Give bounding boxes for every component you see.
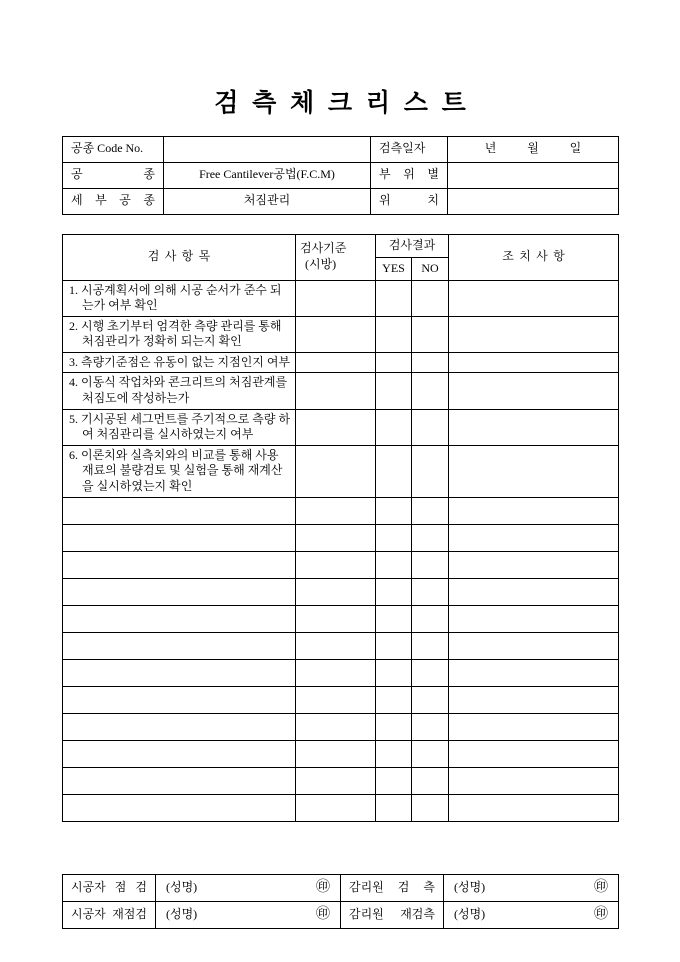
no-cell bbox=[412, 445, 449, 497]
empty-cell bbox=[63, 632, 296, 659]
empty-row bbox=[63, 578, 619, 605]
empty-cell bbox=[296, 740, 376, 767]
checklist-row bbox=[63, 409, 619, 445]
sign-name-cell bbox=[156, 874, 341, 901]
checklist-item-text: 2. 시행 초기부터 엄격한 측량 관리를 통해 처짐관리가 정확히 되는지 확인 bbox=[69, 318, 282, 349]
empty-cell bbox=[376, 632, 412, 659]
checklist-row bbox=[63, 373, 619, 409]
criteria-label-line1: 검사기준 bbox=[300, 241, 347, 256]
empty-cell bbox=[412, 713, 449, 740]
empty-row bbox=[63, 713, 619, 740]
empty-cell bbox=[449, 686, 619, 713]
seal-icon: ㊞ bbox=[594, 879, 608, 895]
info-value-detail-work: 처짐관리 bbox=[164, 188, 371, 214]
empty-cell bbox=[63, 605, 296, 632]
checklist-row bbox=[63, 316, 619, 352]
seal-icon: ㊞ bbox=[594, 906, 608, 922]
page-title: 검측체크리스트 bbox=[214, 90, 480, 117]
seal-icon: ㊞ bbox=[316, 906, 330, 922]
column-header-yes: YES bbox=[376, 257, 412, 280]
empty-cell bbox=[412, 524, 449, 551]
empty-row bbox=[63, 767, 619, 794]
no-cell bbox=[412, 316, 449, 352]
date-day-label: 일 bbox=[569, 141, 582, 156]
info-label-inspection-date: 검측일자 bbox=[371, 136, 448, 162]
empty-cell bbox=[376, 497, 412, 524]
empty-cell bbox=[376, 713, 412, 740]
empty-cell bbox=[412, 551, 449, 578]
sign-label-supervisor-recheck: 감리원 재검측 bbox=[341, 901, 444, 928]
date-month-label: 월 bbox=[527, 141, 539, 156]
no-cell bbox=[412, 280, 449, 316]
yes-cell bbox=[376, 409, 412, 445]
checklist-row bbox=[63, 445, 619, 497]
date-year-label: 년 bbox=[484, 141, 497, 156]
empty-cell bbox=[376, 740, 412, 767]
empty-cell bbox=[376, 767, 412, 794]
empty-cell bbox=[63, 551, 296, 578]
empty-cell bbox=[296, 767, 376, 794]
empty-cell bbox=[63, 524, 296, 551]
empty-cell bbox=[63, 686, 296, 713]
column-header-action: 조치사항 bbox=[449, 234, 619, 280]
info-value-part bbox=[448, 162, 619, 188]
empty-cell bbox=[376, 524, 412, 551]
empty-cell bbox=[63, 740, 296, 767]
empty-cell bbox=[449, 632, 619, 659]
signature-table bbox=[62, 874, 619, 929]
name-placeholder: (성명) bbox=[454, 879, 486, 894]
info-row bbox=[63, 188, 619, 214]
empty-cell bbox=[412, 686, 449, 713]
empty-row bbox=[63, 497, 619, 524]
yes-cell bbox=[376, 445, 412, 497]
sign-label-supervisor-check: 감리원 검 측 bbox=[341, 874, 444, 901]
sign-name-cell bbox=[444, 874, 619, 901]
empty-cell bbox=[376, 659, 412, 686]
checklist-item-text: 4. 이동식 작업차와 콘크리트의 처짐관계를 처짐도에 작성하는가 bbox=[69, 375, 288, 406]
empty-cell bbox=[449, 659, 619, 686]
empty-cell bbox=[63, 713, 296, 740]
checklist-item-text: 1. 시공계획서에 의해 시공 순서가 준수 되는가 여부 확인 bbox=[69, 282, 282, 313]
criteria-cell bbox=[296, 409, 376, 445]
empty-cell bbox=[412, 740, 449, 767]
info-row bbox=[63, 136, 619, 162]
empty-cell bbox=[449, 740, 619, 767]
empty-cell bbox=[449, 767, 619, 794]
empty-row bbox=[63, 740, 619, 767]
checklist-item-text: 6. 이론치와 실측치와의 비교를 통해 사용 재료의 불량검토 및 실험을 통해 재계산 을 실시하였는지 확인 bbox=[69, 447, 283, 494]
criteria-cell bbox=[296, 445, 376, 497]
empty-cell bbox=[296, 497, 376, 524]
empty-cell bbox=[412, 632, 449, 659]
empty-cell bbox=[63, 659, 296, 686]
sign-name-cell bbox=[444, 901, 619, 928]
info-label-part: 부 위 별 bbox=[371, 162, 448, 188]
empty-cell bbox=[376, 551, 412, 578]
yes-cell bbox=[376, 352, 412, 373]
info-row bbox=[63, 162, 619, 188]
sign-row bbox=[63, 874, 619, 901]
empty-cell bbox=[296, 578, 376, 605]
sign-name-cell bbox=[156, 901, 341, 928]
info-label-work-type: 공 종 bbox=[63, 162, 164, 188]
empty-cell bbox=[412, 767, 449, 794]
empty-cell bbox=[412, 659, 449, 686]
yes-cell bbox=[376, 373, 412, 409]
empty-cell bbox=[296, 632, 376, 659]
yes-cell bbox=[376, 316, 412, 352]
empty-row bbox=[63, 794, 619, 821]
empty-cell bbox=[296, 686, 376, 713]
checklist-item-text: 3. 측량기준점은 유동이 없는 지점인지 여부 bbox=[69, 354, 291, 369]
empty-row bbox=[63, 686, 619, 713]
action-cell bbox=[449, 409, 619, 445]
info-label-code-no: 공종 Code No. bbox=[63, 136, 164, 162]
empty-row bbox=[63, 659, 619, 686]
empty-row bbox=[63, 632, 619, 659]
empty-cell bbox=[449, 524, 619, 551]
empty-row bbox=[63, 605, 619, 632]
item-cell bbox=[63, 316, 296, 352]
sign-label-contractor-recheck: 시공자 재점검 bbox=[63, 901, 156, 928]
checklist-item-text: 5. 기시공된 세그먼트를 주기적으로 측량 하여 처짐관리를 실시하였는지 여부 bbox=[69, 411, 291, 442]
empty-cell bbox=[376, 578, 412, 605]
empty-cell bbox=[63, 767, 296, 794]
info-value-code-no bbox=[164, 136, 371, 162]
column-header-no: NO bbox=[412, 257, 449, 280]
empty-cell bbox=[296, 794, 376, 821]
empty-row bbox=[63, 551, 619, 578]
column-header-result: 검사결과 bbox=[376, 234, 449, 257]
item-cell bbox=[63, 352, 296, 373]
empty-cell bbox=[412, 578, 449, 605]
column-header-criteria bbox=[296, 234, 376, 280]
empty-cell bbox=[449, 578, 619, 605]
empty-cell bbox=[296, 659, 376, 686]
item-cell bbox=[63, 445, 296, 497]
action-cell bbox=[449, 280, 619, 316]
checklist-row bbox=[63, 352, 619, 373]
empty-row bbox=[63, 524, 619, 551]
empty-cell bbox=[376, 686, 412, 713]
info-value-work-type: Free Cantilever공법(F.C.M) bbox=[164, 162, 371, 188]
empty-cell bbox=[296, 713, 376, 740]
empty-cell bbox=[296, 605, 376, 632]
criteria-label-line2: (시방) bbox=[305, 257, 337, 271]
item-cell bbox=[63, 373, 296, 409]
empty-cell bbox=[449, 497, 619, 524]
info-value-location bbox=[448, 188, 619, 214]
empty-cell bbox=[376, 794, 412, 821]
name-placeholder: (성명) bbox=[166, 906, 198, 921]
info-table bbox=[62, 136, 619, 215]
info-value-inspection-date bbox=[448, 136, 619, 162]
info-label-location: 위 치 bbox=[371, 188, 448, 214]
action-cell bbox=[449, 373, 619, 409]
name-placeholder: (성명) bbox=[454, 906, 486, 921]
empty-cell bbox=[296, 524, 376, 551]
empty-cell bbox=[412, 794, 449, 821]
checklist-row bbox=[63, 280, 619, 316]
seal-icon: ㊞ bbox=[316, 879, 330, 895]
yes-cell bbox=[376, 280, 412, 316]
empty-cell bbox=[449, 794, 619, 821]
criteria-cell bbox=[296, 280, 376, 316]
action-cell bbox=[449, 352, 619, 373]
column-header-item: 검사항목 bbox=[63, 234, 296, 280]
empty-cell bbox=[63, 497, 296, 524]
checklist-table bbox=[62, 234, 619, 822]
empty-cell bbox=[449, 605, 619, 632]
sign-row bbox=[63, 901, 619, 928]
empty-cell bbox=[412, 497, 449, 524]
empty-cell bbox=[449, 551, 619, 578]
criteria-cell bbox=[296, 373, 376, 409]
item-cell bbox=[63, 409, 296, 445]
action-cell bbox=[449, 445, 619, 497]
name-placeholder: (성명) bbox=[166, 879, 198, 894]
empty-cell bbox=[63, 794, 296, 821]
criteria-cell bbox=[296, 352, 376, 373]
action-cell bbox=[449, 316, 619, 352]
empty-cell bbox=[296, 551, 376, 578]
empty-cell bbox=[63, 578, 296, 605]
item-cell bbox=[63, 280, 296, 316]
criteria-cell bbox=[296, 316, 376, 352]
info-label-detail-work: 세 부 공 종 bbox=[63, 188, 164, 214]
sign-label-contractor-check: 시공자 점 검 bbox=[63, 874, 156, 901]
empty-cell bbox=[449, 713, 619, 740]
no-cell bbox=[412, 352, 449, 373]
no-cell bbox=[412, 409, 449, 445]
no-cell bbox=[412, 373, 449, 409]
empty-cell bbox=[412, 605, 449, 632]
empty-cell bbox=[376, 605, 412, 632]
